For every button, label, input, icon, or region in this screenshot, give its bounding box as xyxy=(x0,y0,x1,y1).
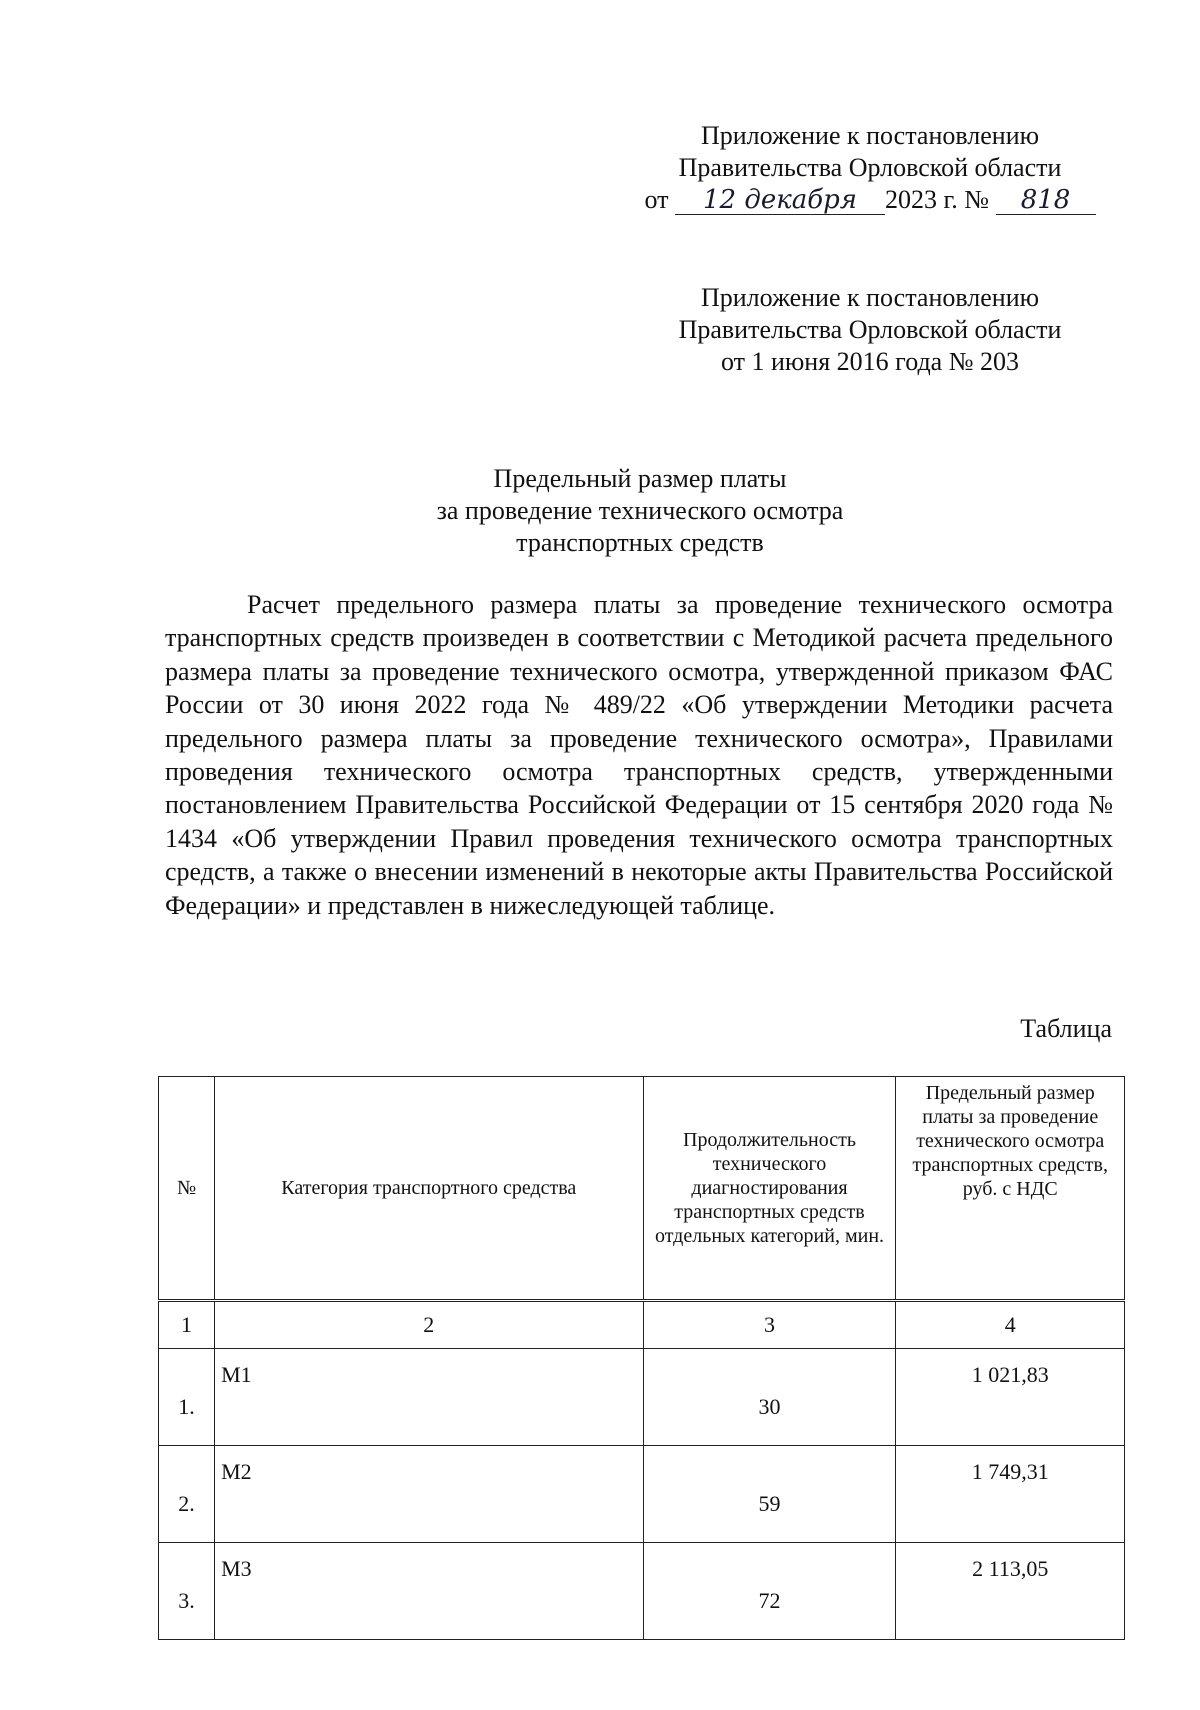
row-fee: 2 113,05 xyxy=(896,1543,1125,1640)
header-fee: Предельный размер платы за проведение технического осмотра транспортных средств, руб. с НДС xyxy=(896,1077,1125,1301)
year-text: 2023 г. № xyxy=(884,185,990,214)
header-duration: Продолжительность технического диагностирования транспортных средств отдельных категорий, мин. xyxy=(643,1077,896,1301)
handwritten-number: 818 xyxy=(996,186,1096,215)
row-no: 2. xyxy=(159,1446,215,1543)
table-label: Таблица xyxy=(1020,1014,1112,1043)
appendix-old-line-1: Приложение к постановлению xyxy=(700,283,1040,312)
table-header-row xyxy=(159,1077,1125,1301)
body-paragraph: Расчет предельного размера платы за проведение технического осмотра транспортных средств произведен в соответствии с Методикой расчета предельного размера платы за проведение технического осмотра, утвержденной приказом ФАС России от 30 июня 2022 года № 489/22 «Об утверждении Методики расчета предельного размера платы за проведение технического осмотра», Правилами проведения технического осмотра транспортных средств, утвержденными постановлением Правительства Российской Федерации от 15 сентября 2020 года № 1434 «Об утверждении Правил проведения технического осмотра транспортных средств, а также о внесении изменений в некоторые акты Правительства Российской Федерации» и представлен в нижеследующей таблице. xyxy=(165,590,1113,920)
appendix-line-1: Приложение к постановлению xyxy=(700,121,1040,150)
header-category: Категория транспортного средства xyxy=(215,1077,643,1301)
column-number: 3 xyxy=(643,1301,896,1349)
row-duration: 30 xyxy=(643,1349,896,1446)
row-no: 3. xyxy=(159,1543,215,1640)
table-row xyxy=(159,1543,1125,1640)
appendix-amendment-header xyxy=(600,120,1140,216)
handwritten-date: 12 декабря xyxy=(675,186,885,215)
column-number: 2 xyxy=(215,1301,643,1349)
title-line-3: транспортных средств xyxy=(516,528,764,557)
appendix-old-line-2: Правительства Орловской области xyxy=(678,315,1062,344)
row-category: M1 xyxy=(215,1349,643,1446)
header-no: № xyxy=(159,1077,215,1301)
title-line-2: за проведение технического осмотра xyxy=(436,496,844,525)
date-prefix: от xyxy=(644,185,669,214)
appendix-old-line-3: от 1 июня 2016 года № 203 xyxy=(720,347,1020,376)
document-title xyxy=(160,463,1120,559)
table-row xyxy=(159,1349,1125,1446)
row-category: M2 xyxy=(215,1446,643,1543)
row-duration: 72 xyxy=(643,1543,896,1640)
column-number: 1 xyxy=(159,1301,215,1349)
column-number: 4 xyxy=(896,1301,1125,1349)
row-duration: 59 xyxy=(643,1446,896,1543)
row-no: 1. xyxy=(159,1349,215,1446)
fee-table xyxy=(158,1076,1125,1640)
appendix-original-header xyxy=(600,282,1140,378)
appendix-line-2: Правительства Орловской области xyxy=(678,153,1062,182)
row-fee: 1 021,83 xyxy=(896,1349,1125,1446)
row-category: M3 xyxy=(215,1543,643,1640)
title-line-1: Предельный размер платы xyxy=(493,464,787,493)
row-fee: 1 749,31 xyxy=(896,1446,1125,1543)
appendix-date-line xyxy=(600,184,1140,216)
table-row xyxy=(159,1446,1125,1543)
column-number-row xyxy=(159,1301,1125,1349)
